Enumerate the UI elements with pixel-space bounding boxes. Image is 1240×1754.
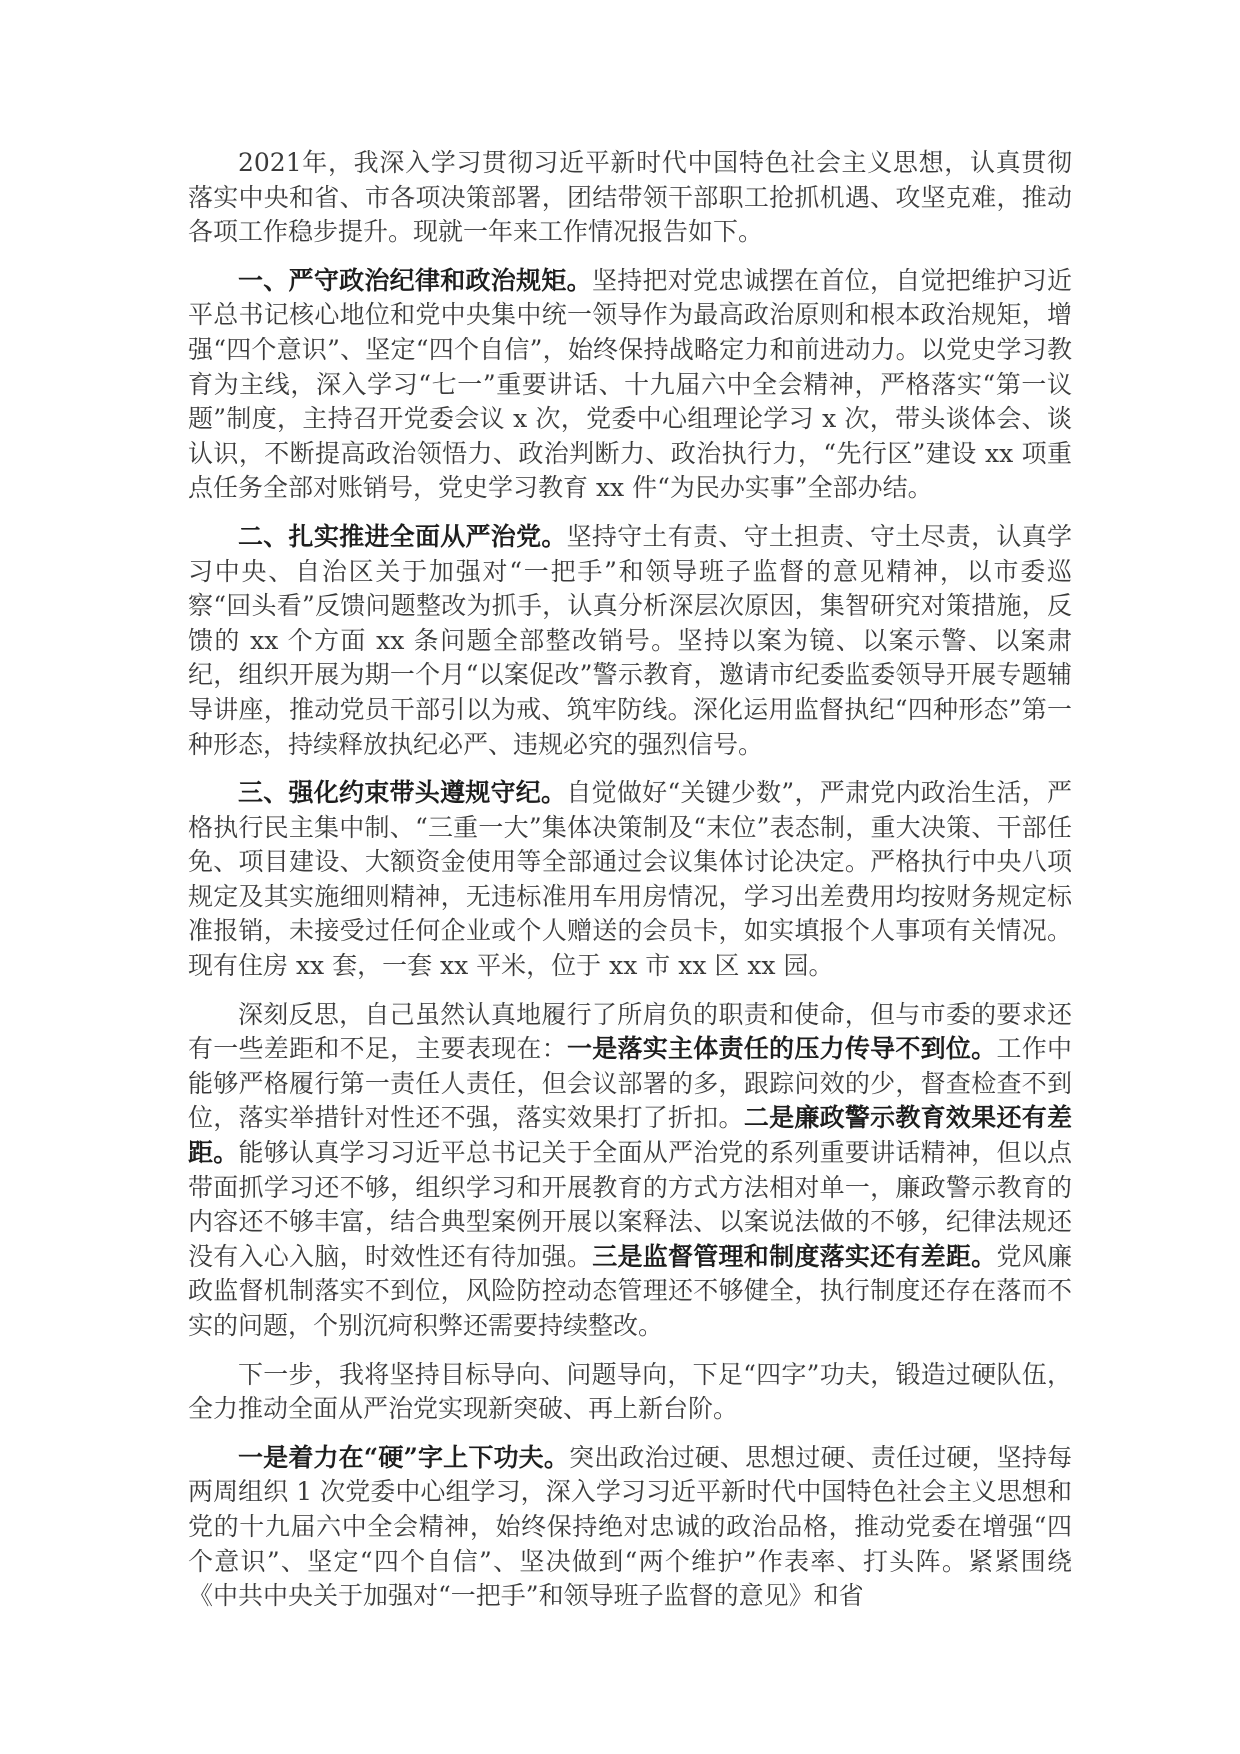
bold-heading-text: 二是廉政警示教育效果还有差距。 [188,1103,1072,1168]
body-text: 坚持把对党忠诚摆在首位，自觉把维护习近平总书记核心地位和党中央集中统一领导作为最高政治原则和根本政治规矩，增强“四个意识”、坚定“四个自信”，始终保持战略定力和前进动力。以党史学习教育为主线，深入学习“七一”重要讲话、十九届六中全会精神，严格落实“第一议题”制度，主持召开党委会议 x 次，党委中心组理论学习 x 次，带头谈体会、谈认识，不断提高政治领悟力、政治判断力、政治执行力，“先行区”建设 xx 项重点任务全部对账销号，党史学习教育 xx 件“为民办实事”全部办结。 [188,265,1072,503]
bold-heading-text: 一、严守政治纪律和政治规矩。 [238,265,592,295]
paragraph [188,1358,1072,1427]
paragraph [188,776,1072,984]
paragraph [188,520,1072,762]
body-text: 下一步，我将坚持目标导向、问题导向，下足“四字”功夫，锻造过硬队伍，全力推动全面从严治党实现新突破、再上新台阶。 [188,1359,1072,1424]
document-page [188,146,1072,1628]
bold-heading-text: 一是着力在“硬”字上下功夫。 [238,1442,569,1472]
paragraph [188,1441,1072,1614]
bold-heading-text: 三是监督管理和制度落实还有差距。 [592,1241,997,1271]
paragraph [188,264,1072,506]
body-text: 党风廉政监督机制落实不到位，风险防控动态管理还不够健全，执行制度还存在落而不实的问题，个别沉疴积弊还需要持续整改。 [188,1241,1072,1340]
body-text: 2021年，我深入学习贯彻习近平新时代中国特色社会主义思想，认真贯彻落实中央和省、市各项决策部署，团结带领干部职工抢抓机遇、攻坚克难，推动各项工作稳步提升。现就一年来工作情况报告如下。 [188,148,1072,247]
paragraph [188,998,1072,1344]
body-text: 能够认真学习习近平总书记关于全面从严治党的系列重要讲话精神，但以点带面抓学习还不够，组织学习和开展教育的方式方法相对单一，廉政警示教育的内容还不够丰富，结合典型案例开展以案释法、以案说法做的不够，纪律法规还没有入心入脑，时效性还有待加强。 [188,1138,1072,1271]
body-text: 深刻反思，自己虽然认真地履行了所肩负的职责和使命，但与市委的要求还有一些差距和不足，主要表现在： [188,999,1072,1064]
body-text: 坚持守土有责、守土担责、守土尽责，认真学习中央、自治区关于加强对“一把手”和领导班子监督的意见精神，以市委巡察“回头看”反馈问题整改为抓手，认真分析深层次原因，集智研究对策措施，反馈的 xx 个方面 xx 条问题全部整改销号。坚持以案为镜、以案示警、以案肃纪，组织开展为期一个月“以案促改”警示教育，邀请市纪委监委领导开展专题辅导讲座，推动党员干部引以为戒、筑牢防线。深化运用监督执纪“四种形态”第一种形态，持续释放执纪必严、违规必究的强烈信号。 [188,521,1072,759]
body-text: 突出政治过硬、思想过硬、责任过硬，坚持每两周组织 1 次党委中心组学习，深入学习习近平新时代中国特色社会主义思想和党的十九届六中全会精神，始终保持绝对忠诚的政治品格，推动党委在增强“四个意识”、坚定“四个自信”、坚决做到“两个维护”作表率、打头阵。紧紧围绕《中共中央关于加强对“一把手”和领导班子监督的意见》和省 [188,1442,1072,1611]
body-text: 工作中能够严格履行第一责任人责任，但会议部署的多，跟踪问效的少，督查检查不到位，落实举措针对性还不强，落实效果打了折扣。 [188,1034,1072,1133]
body-text: 自觉做好“关键少数”，严肃党内政治生活，严格执行民主集中制、“三重一大”集体决策制及“末位”表态制，重大决策、干部任免、项目建设、大额资金使用等全部通过会议集体讨论决定。严格执行中央八项规定及其实施细则精神，无违标准用车用房情况，学习出差费用均按财务规定标准报销，未接受过任何企业或个人赠送的会员卡，如实填报个人事项有关情况。现有住房 xx 套，一套 xx 平米，位于 xx 市 xx 区 xx 园。 [188,778,1072,981]
paragraph [188,146,1072,250]
bold-heading-text: 三、强化约束带头遵规守纪。 [238,778,567,808]
bold-heading-text: 一是落实主体责任的压力传导不到位。 [566,1034,997,1064]
bold-heading-text: 二、扎实推进全面从严治党。 [238,521,567,551]
